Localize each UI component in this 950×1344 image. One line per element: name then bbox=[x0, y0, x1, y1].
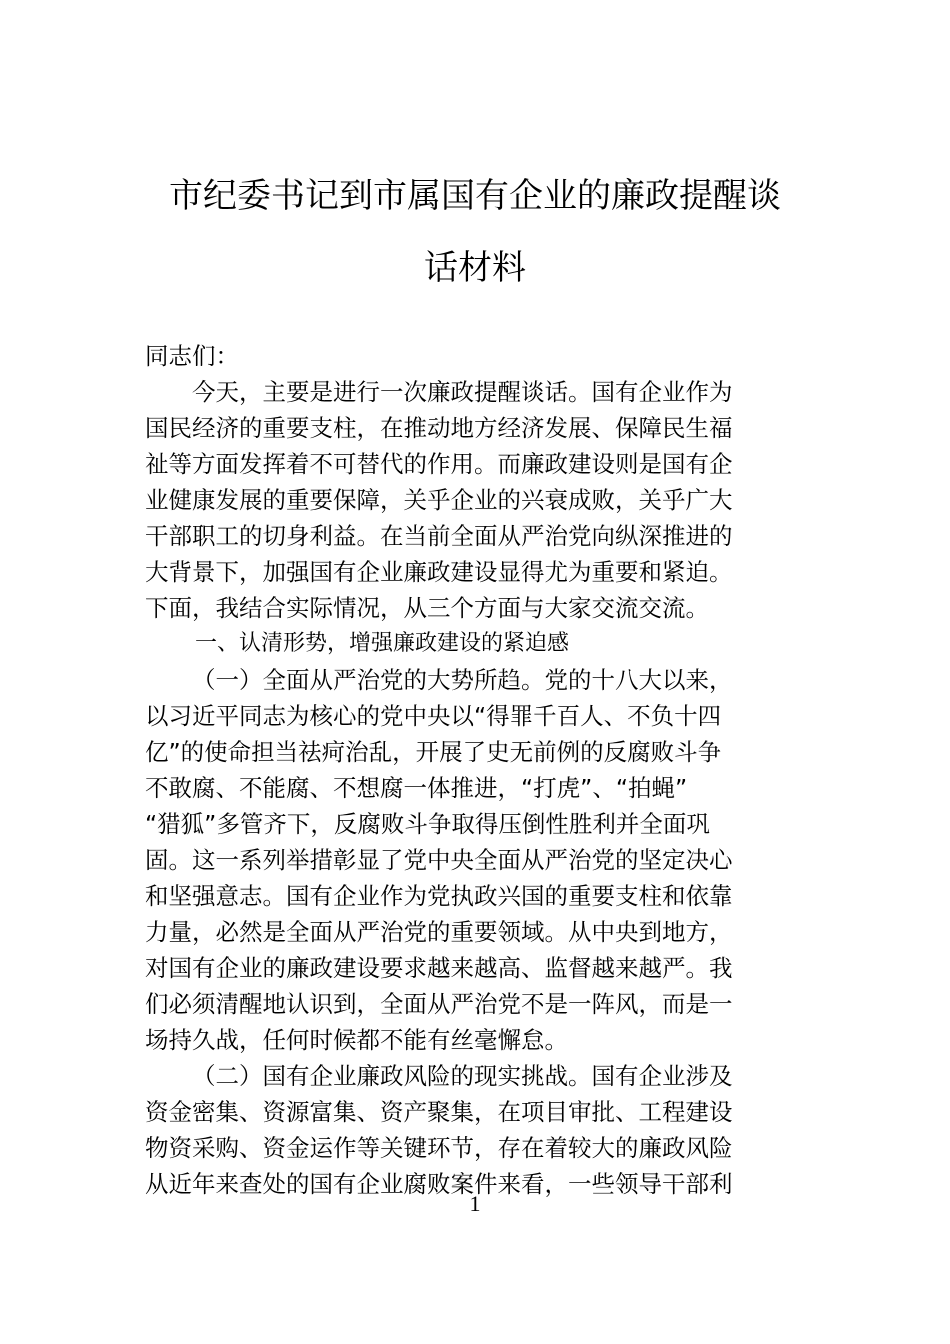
paragraph-line: 力量，必然是全面从严治党的重要领域。从中央到地方， bbox=[145, 918, 733, 946]
paragraph-line: （一）全面从严治党的大势所趋。党的十八大以来， bbox=[192, 666, 733, 694]
paragraph-line: 干部职工的切身利益。在当前全面从严治党向纵深推进的 bbox=[145, 522, 733, 550]
page-number: 1 bbox=[469, 1191, 481, 1216]
paragraph-line: 们必须清醒地认识到，全面从严治党不是一阵风，而是一 bbox=[145, 990, 733, 1018]
paragraph-line: 物资采购、资金运作等关键环节，存在着较大的廉政风险 bbox=[145, 1134, 733, 1162]
paragraph-line: 不敢腐、不能腐、不想腐一体推进，“打虎”、“拍蝇” bbox=[145, 774, 688, 802]
document-title-line-1: 市纪委书记到市属国有企业的廉政提醒谈 bbox=[169, 176, 781, 216]
paragraph-line: 场持久战，任何时候都不能有丝毫懈怠。 bbox=[145, 1026, 568, 1054]
document-body bbox=[145, 338, 810, 1202]
document-title-line-2: 话材料 bbox=[424, 248, 526, 288]
paragraph-line: 对国有企业的廉政建设要求越来越高、监督越来越严。我 bbox=[145, 954, 733, 982]
paragraph-line: “猎狐”多管齐下，反腐败斗争取得压倒性胜利并全面巩 bbox=[145, 810, 710, 838]
paragraph-line: 从近年来查处的国有企业腐败案件来看，一些领导干部利 bbox=[145, 1170, 733, 1198]
paragraph-line: 下面，我结合实际情况，从三个方面与大家交流交流。 bbox=[145, 594, 709, 622]
paragraph-line: 今天，主要是进行一次廉政提醒谈话。国有企业作为 bbox=[192, 378, 733, 406]
paragraph-line: 大背景下，加强国有企业廉政建设显得尤为重要和紧迫。 bbox=[145, 558, 733, 586]
paragraph-line: 祉等方面发挥着不可替代的作用。而廉政建设则是国有企 bbox=[145, 450, 733, 478]
paragraph-line: 资金密集、资源富集、资产聚集，在项目审批、工程建设 bbox=[145, 1098, 733, 1126]
paragraph-line: 以习近平同志为核心的党中央以“得罪千百人、不负十四 bbox=[145, 702, 722, 730]
paragraph-line: 业健康发展的重要保障，关乎企业的兴衰成败，关乎广大 bbox=[145, 486, 733, 514]
paragraph-line: 和坚强意志。国有企业作为党执政兴国的重要支柱和依靠 bbox=[145, 882, 733, 910]
paragraph-line: 国民经济的重要支柱，在推动地方经济发展、保障民生福 bbox=[145, 414, 733, 442]
salutation: 同志们： bbox=[145, 342, 239, 370]
paragraph-line: （二）国有企业廉政风险的现实挑战。国有企业涉及 bbox=[192, 1062, 733, 1090]
section-heading: 一、认清形势，增强廉政建设的紧迫感 bbox=[195, 631, 570, 656]
paragraph-line: 亿”的使命担当祛疴治乱，开展了史无前例的反腐败斗争 bbox=[145, 738, 722, 766]
paragraph-line: 固。这一系列举措彰显了党中央全面从严治党的坚定决心 bbox=[145, 846, 733, 874]
